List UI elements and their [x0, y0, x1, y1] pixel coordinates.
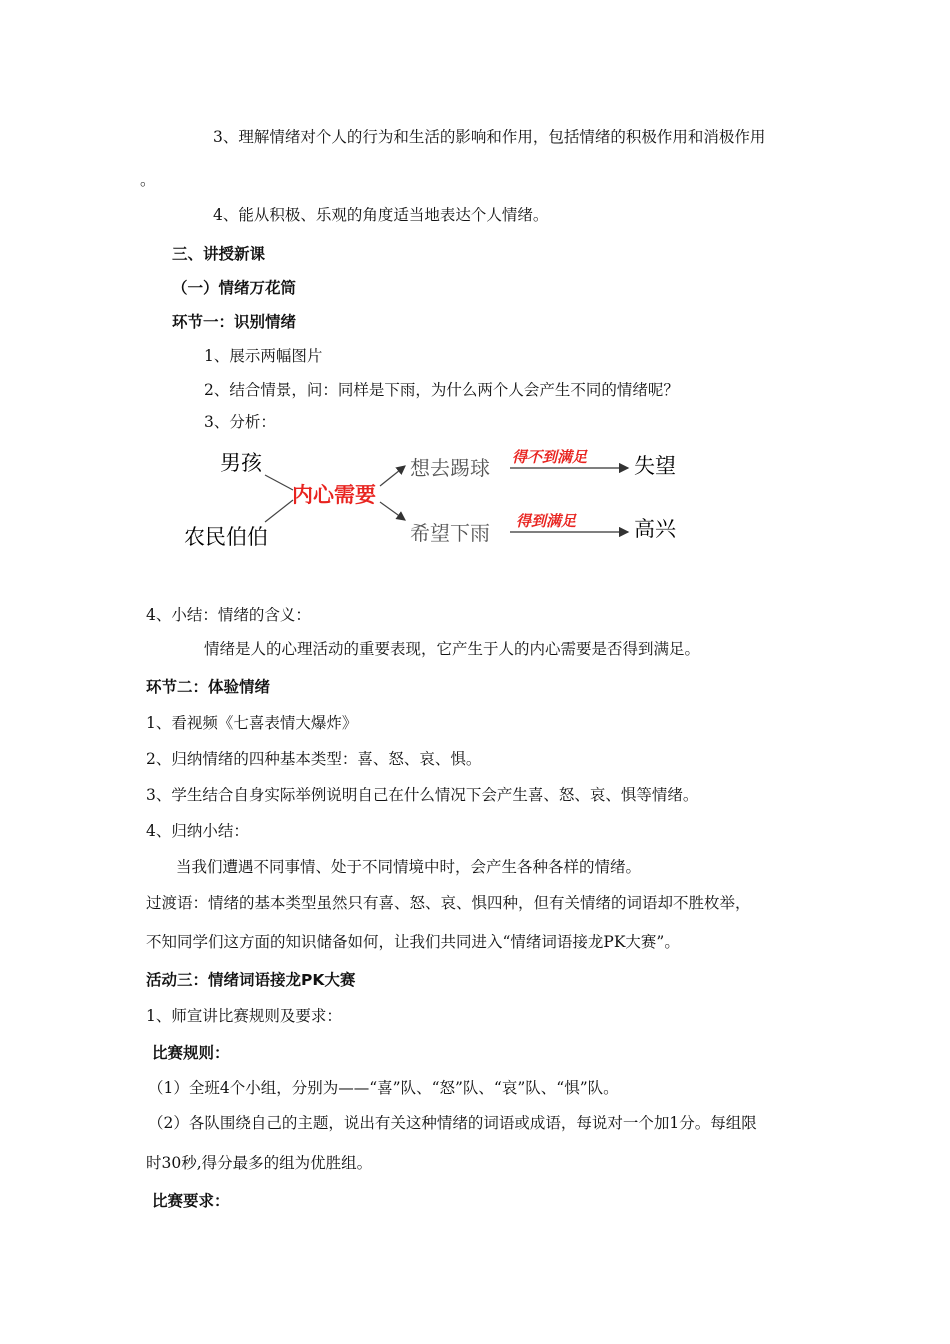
label-satisfied: 得到满足: [516, 512, 577, 530]
rule-2-line2: 时30秒,得分最多的组为优胜组。: [146, 1154, 373, 1172]
connector-farmer-center: [265, 500, 293, 522]
part1-title: 环节一：识别情绪: [172, 313, 297, 331]
rules-title: 比赛规则：: [152, 1044, 230, 1062]
part1-step1: 1、展示两幅图片: [204, 347, 323, 365]
label-boy: 男孩: [220, 451, 262, 475]
goal-item-4: 4、能从积极、乐观的角度适当地表达个人情绪。: [213, 206, 549, 224]
label-happy: 高兴: [634, 517, 676, 541]
label-hope-rain: 希望下雨: [410, 521, 490, 545]
label-inner-need: 内心需要: [292, 483, 376, 507]
requirements-title: 比赛要求：: [152, 1192, 230, 1210]
rule-1: （1）全班4个小组，分别为——“喜”队、“怒”队、“哀”队、“惧”队。: [148, 1079, 619, 1097]
part2-conclusion: 当我们遭遇不同事情、处于不同情境中时，会产生各种各样的情绪。: [176, 858, 642, 876]
goal-item-3-line1: 3、理解情绪对个人的行为和生活的影响和作用，包括情绪的积极作用和消极作用: [213, 128, 766, 146]
label-disappointed: 失望: [634, 454, 676, 478]
part2-item4: 4、归纳小结：: [146, 822, 249, 840]
activity3-item1: 1、师宣讲比赛规则及要求：: [146, 1007, 342, 1025]
part1-step2: 2、结合情景，问：同样是下雨，为什么两个人会产生不同的情绪呢？: [204, 381, 679, 399]
emotion-analysis-diagram: [180, 440, 700, 560]
section-heading: 三、讲授新课: [172, 245, 266, 263]
label-not-satisfied: 得不到满足: [512, 448, 588, 466]
summary-title: 4、小结：情绪的含义：: [146, 606, 311, 624]
goal-item-3-line2: 。: [140, 171, 156, 189]
activity3-title: 活动三：情绪词语接龙PK大赛: [146, 971, 356, 989]
rule-2-line1: （2）各队围绕自己的主题，说出有关这种情绪的词语或成语，每说对一个加1分。每组限: [148, 1114, 757, 1132]
part2-item3: 3、学生结合自身实际举例说明自己在什么情况下会产生喜、怒、哀、惧等情绪。: [146, 786, 699, 804]
part2-title: 环节二：体验情绪: [146, 678, 271, 696]
summary-text: 情绪是人的心理活动的重要表现，它产生于人的内心需要是否得到满足。: [204, 640, 701, 658]
connector-center-need2: [380, 502, 405, 520]
transition-line1: 过渡语：情绪的基本类型虽然只有喜、怒、哀、惧四种，但有关情绪的词语却不胜枚举，: [146, 894, 751, 912]
label-want-play-football: 想去踢球: [410, 456, 490, 480]
connector-boy-center: [265, 475, 293, 490]
subsection-heading: （一）情绪万花筒: [172, 279, 297, 297]
part1-step3: 3、分析：: [204, 413, 276, 431]
connector-center-need1: [380, 466, 405, 486]
part2-item2: 2、归纳情绪的四种基本类型：喜、怒、哀、惧。: [146, 750, 482, 768]
label-farmer: 农民伯伯: [184, 525, 268, 549]
transition-line2: 不知同学们这方面的知识储备如何，让我们共同进入“情绪词语接龙PK大赛”。: [146, 933, 680, 951]
part2-item1: 1、看视频《七喜表情大爆炸》: [146, 714, 358, 732]
